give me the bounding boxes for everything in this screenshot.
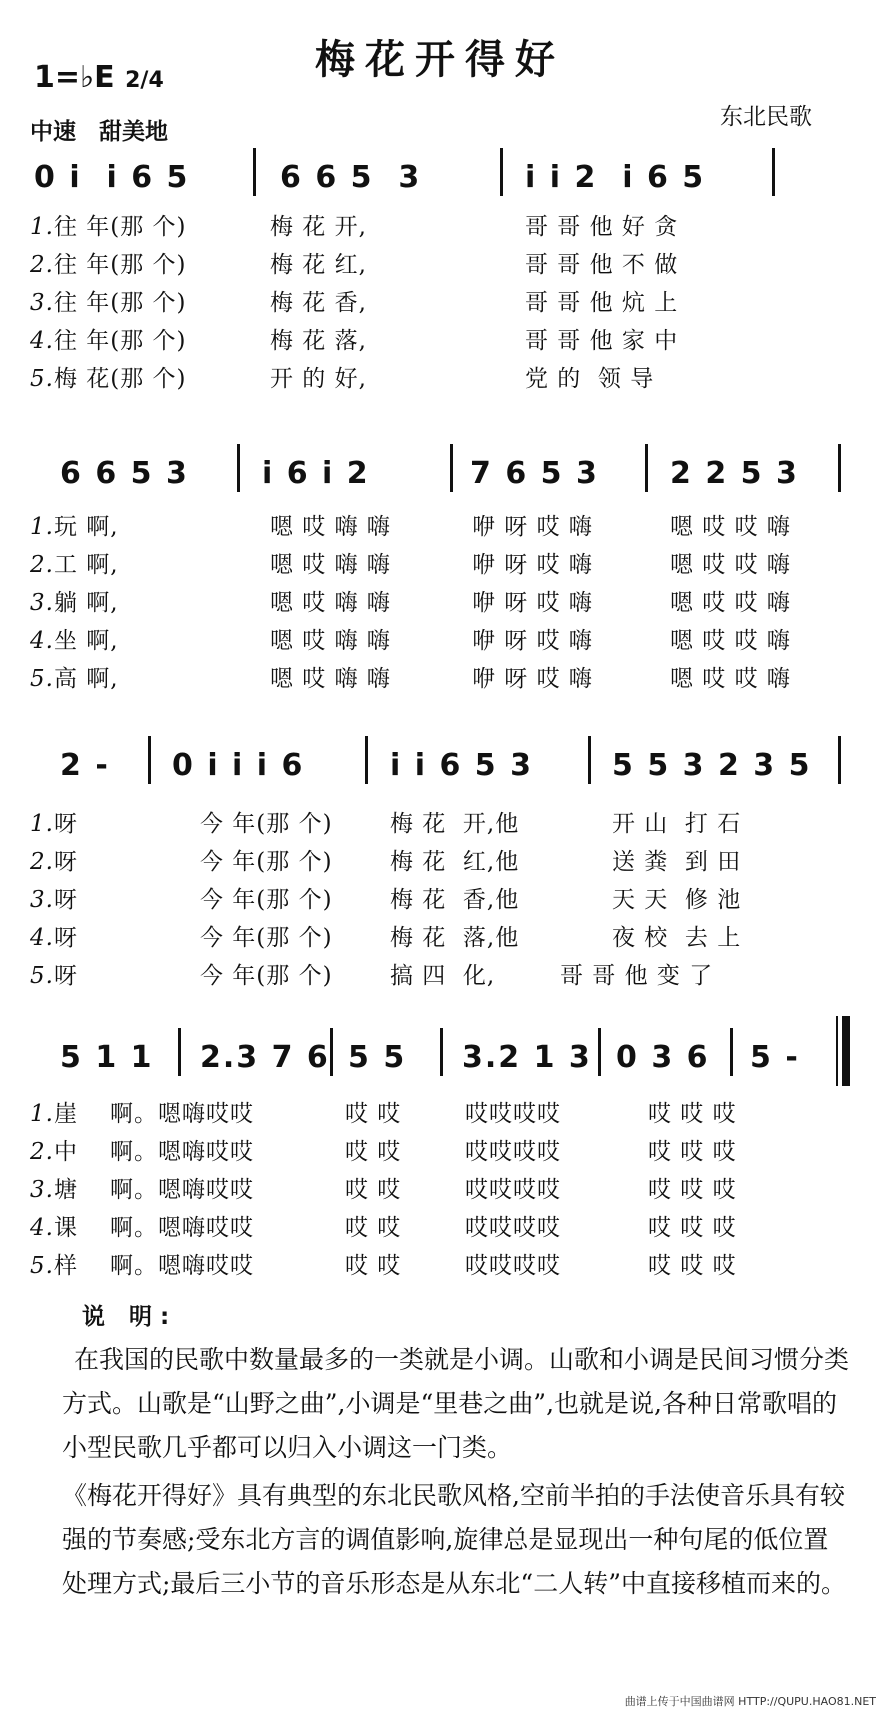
lyric-line: 嗯 哎 嗨 嗨: [270, 514, 391, 540]
lyric-line: 搞 四 化,: [390, 963, 496, 989]
lyric-line: 开 的 好,: [270, 366, 367, 392]
barline: [253, 148, 256, 196]
system-4-measure-4: 3.2 1 3: [462, 1040, 592, 1075]
system-4-measure-3: 5 5: [348, 1040, 407, 1075]
lyric-line: 哥 哥 他 家 中: [525, 328, 679, 354]
system-3-measure-2: 0 i i i 6: [172, 748, 305, 783]
barline: [838, 444, 841, 492]
system-4-measure-1: 5 1 1: [60, 1040, 154, 1075]
lyric-line: 5.样: [30, 1253, 78, 1279]
lyric-line: 哥 哥 他 好 贪: [525, 214, 679, 240]
lyric-line: 哎 哎: [345, 1253, 402, 1279]
lyric-line: 天 天 修 池: [612, 887, 742, 913]
system-4-measure-5: 0 3 6: [616, 1040, 710, 1075]
lyric-line: 2.工 啊,: [30, 552, 119, 578]
lyric-line: 哎 哎 哎: [648, 1215, 737, 1241]
lyric-line: 咿 呀 哎 嗨: [472, 590, 593, 616]
lyric-line: 哎 哎: [345, 1101, 402, 1127]
lyric-line: 嗯 哎 哎 嗨: [670, 590, 791, 616]
lyric-line: 5.呀: [30, 963, 78, 989]
lyric-line: 哥 哥 他 不 做: [525, 252, 679, 278]
lyric-line: 4.课: [30, 1215, 78, 1241]
lyric-line: 哥 哥 他 炕 上: [525, 290, 679, 316]
system-4-measure-6: 5 -: [750, 1040, 800, 1075]
site-watermark: 曲谱上传于中国曲谱网 HTTP://QUPU.HAO81.NET: [624, 1695, 876, 1708]
system-1-measure-3: i i 2 i 6 5: [525, 160, 706, 195]
lyric-line: 嗯 哎 嗨 嗨: [270, 628, 391, 654]
lyric-line: 1.呀: [30, 811, 78, 837]
lyric-line: 梅 花 红,: [270, 252, 367, 278]
lyric-line: 5.梅 花(那 个): [30, 366, 187, 392]
lyric-line: 咿 呀 哎 嗨: [472, 552, 593, 578]
lyric-line: 咿 呀 哎 嗨: [472, 628, 593, 654]
lyric-line: 哎 哎 哎: [648, 1101, 737, 1127]
lyric-line: 今 年(那 个): [200, 887, 333, 913]
barline: [588, 736, 591, 784]
barline: [440, 1028, 443, 1076]
lyric-line: 4.往 年(那 个): [30, 328, 187, 354]
lyric-line: 梅 花 开,: [270, 214, 367, 240]
lyric-line: 1.往 年(那 个): [30, 214, 187, 240]
lyric-line: 4.坐 啊,: [30, 628, 119, 654]
lyric-line: 哎 哎: [345, 1215, 402, 1241]
system-1-measure-1: 0 i i 6 5: [34, 160, 190, 195]
lyric-line: 哎哎哎哎: [465, 1101, 561, 1127]
lyric-line: 啊。嗯嗨哎哎: [110, 1101, 254, 1127]
lyric-line: 嗯 哎 嗨 嗨: [270, 666, 391, 692]
lyric-line: 1.崖: [30, 1101, 78, 1127]
barline: [500, 148, 503, 196]
lyric-line: 啊。嗯嗨哎哎: [110, 1253, 254, 1279]
lyric-line: 啊。嗯嗨哎哎: [110, 1215, 254, 1241]
lyric-line: 1.玩 啊,: [30, 514, 119, 540]
tempo-marking: 中速 甜美地: [30, 119, 168, 145]
system-2-measure-2: i 6 i 2: [262, 456, 370, 491]
barline: [450, 444, 453, 492]
barline: [148, 736, 151, 784]
lyric-line: 梅 花 香,他: [390, 887, 520, 913]
lyric-line: 嗯 哎 哎 嗨: [670, 514, 791, 540]
lyric-line: 啊。嗯嗨哎哎: [110, 1139, 254, 1165]
lyric-line: 哎 哎 哎: [648, 1177, 737, 1203]
lyric-line: 3.往 年(那 个): [30, 290, 187, 316]
lyric-line: 咿 呀 哎 嗨: [472, 514, 593, 540]
composer-credit: 东北民歌: [720, 104, 812, 130]
explanation-paragraph-2: 《梅花开得好》具有典型的东北民歌风格,空前半拍的手法使音乐具有较强的节奏感;受东北方言的调值影响,旋律总是显现出一种句尾的低位置处理方式;最后三小节的音乐形态是从东北“二人转”中直接移植而来的。: [62, 1481, 846, 1598]
system-1-measure-2: 6 6 5 3: [280, 160, 422, 195]
lyric-line: 嗯 哎 哎 嗨: [670, 552, 791, 578]
lyric-line: 开 山 打 石: [612, 811, 742, 837]
lyric-line: 夜 校 去 上: [612, 925, 742, 951]
barline: [237, 444, 240, 492]
lyric-line: 咿 呀 哎 嗨: [472, 666, 593, 692]
lyric-line: 嗯 哎 嗨 嗨: [270, 552, 391, 578]
system-3-measure-1: 2 -: [60, 748, 110, 783]
barline: [772, 148, 775, 196]
final-barline-thick: [842, 1016, 850, 1086]
system-3-measure-3: i i 6 5 3: [390, 748, 533, 783]
system-4-measure-2: 2.3 7 6: [200, 1040, 330, 1075]
barline: [838, 736, 841, 784]
lyric-line: 2.往 年(那 个): [30, 252, 187, 278]
barline: [598, 1028, 601, 1076]
lyric-line: 3.塘: [30, 1177, 78, 1203]
lyric-line: 今 年(那 个): [200, 963, 333, 989]
key-text: 1=♭E: [34, 60, 115, 95]
barline: [365, 736, 368, 784]
explanation-heading: 说 明:: [82, 1304, 178, 1330]
lyric-line: 哎哎哎哎: [465, 1215, 561, 1241]
lyric-line: 梅 花 香,: [270, 290, 367, 316]
final-barline-thin: [836, 1016, 838, 1086]
lyric-line: 哎 哎 哎: [648, 1253, 737, 1279]
lyric-line: 嗯 哎 嗨 嗨: [270, 590, 391, 616]
lyric-line: 哎哎哎哎: [465, 1253, 561, 1279]
lyric-line: 哎哎哎哎: [465, 1177, 561, 1203]
time-signature: 2/4: [125, 68, 164, 93]
barline: [645, 444, 648, 492]
lyric-line: 梅 花 红,他: [390, 849, 520, 875]
barline: [330, 1028, 333, 1076]
lyric-line: 今 年(那 个): [200, 925, 333, 951]
system-2-measure-1: 6 6 5 3: [60, 456, 189, 491]
lyric-line: 梅 花 落,: [270, 328, 367, 354]
lyric-line: 哎 哎: [345, 1139, 402, 1165]
lyric-line: 5.高 啊,: [30, 666, 119, 692]
barline: [730, 1028, 733, 1076]
lyric-line: 嗯 哎 哎 嗨: [670, 666, 791, 692]
lyric-line: 啊。嗯嗨哎哎: [110, 1177, 254, 1203]
lyric-line: 嗯 哎 哎 嗨: [670, 628, 791, 654]
system-3-measure-4: 5 5 3 2 3 5: [612, 748, 812, 783]
lyric-line: 2.中: [30, 1139, 78, 1165]
lyric-line: 党 的 领 导: [525, 366, 655, 392]
lyric-line: 哎哎哎哎: [465, 1139, 561, 1165]
explanation-paragraph-1: 在我国的民歌中数量最多的一类就是小调。山歌和小调是民间习惯分类方式。山歌是“山野之曲”,小调是“里巷之曲”,也就是说,各种日常歌唱的小型民歌几乎都可以归入小调这一门类。: [62, 1345, 850, 1462]
lyric-line: 梅 花 落,他: [390, 925, 520, 951]
lyric-line: 4.呀: [30, 925, 78, 951]
lyric-line: 今 年(那 个): [200, 849, 333, 875]
song-title: 梅花开得好: [315, 37, 565, 83]
system-2-measure-4: 2 2 5 3: [670, 456, 799, 491]
lyric-line: 哎 哎: [345, 1177, 402, 1203]
lyric-line: 哥 哥 他 变 了: [560, 963, 714, 989]
lyric-line: 3.躺 啊,: [30, 590, 119, 616]
lyric-line: 哎 哎 哎: [648, 1139, 737, 1165]
barline: [178, 1028, 181, 1076]
lyric-line: 梅 花 开,他: [390, 811, 520, 837]
lyric-line: 2.呀: [30, 849, 78, 875]
lyric-line: 3.呀: [30, 887, 78, 913]
lyric-line: 送 粪 到 田: [612, 849, 742, 875]
lyric-line: 今 年(那 个): [200, 811, 333, 837]
key-signature: [34, 60, 164, 95]
system-2-measure-3: 7 6 5 3: [470, 456, 599, 491]
